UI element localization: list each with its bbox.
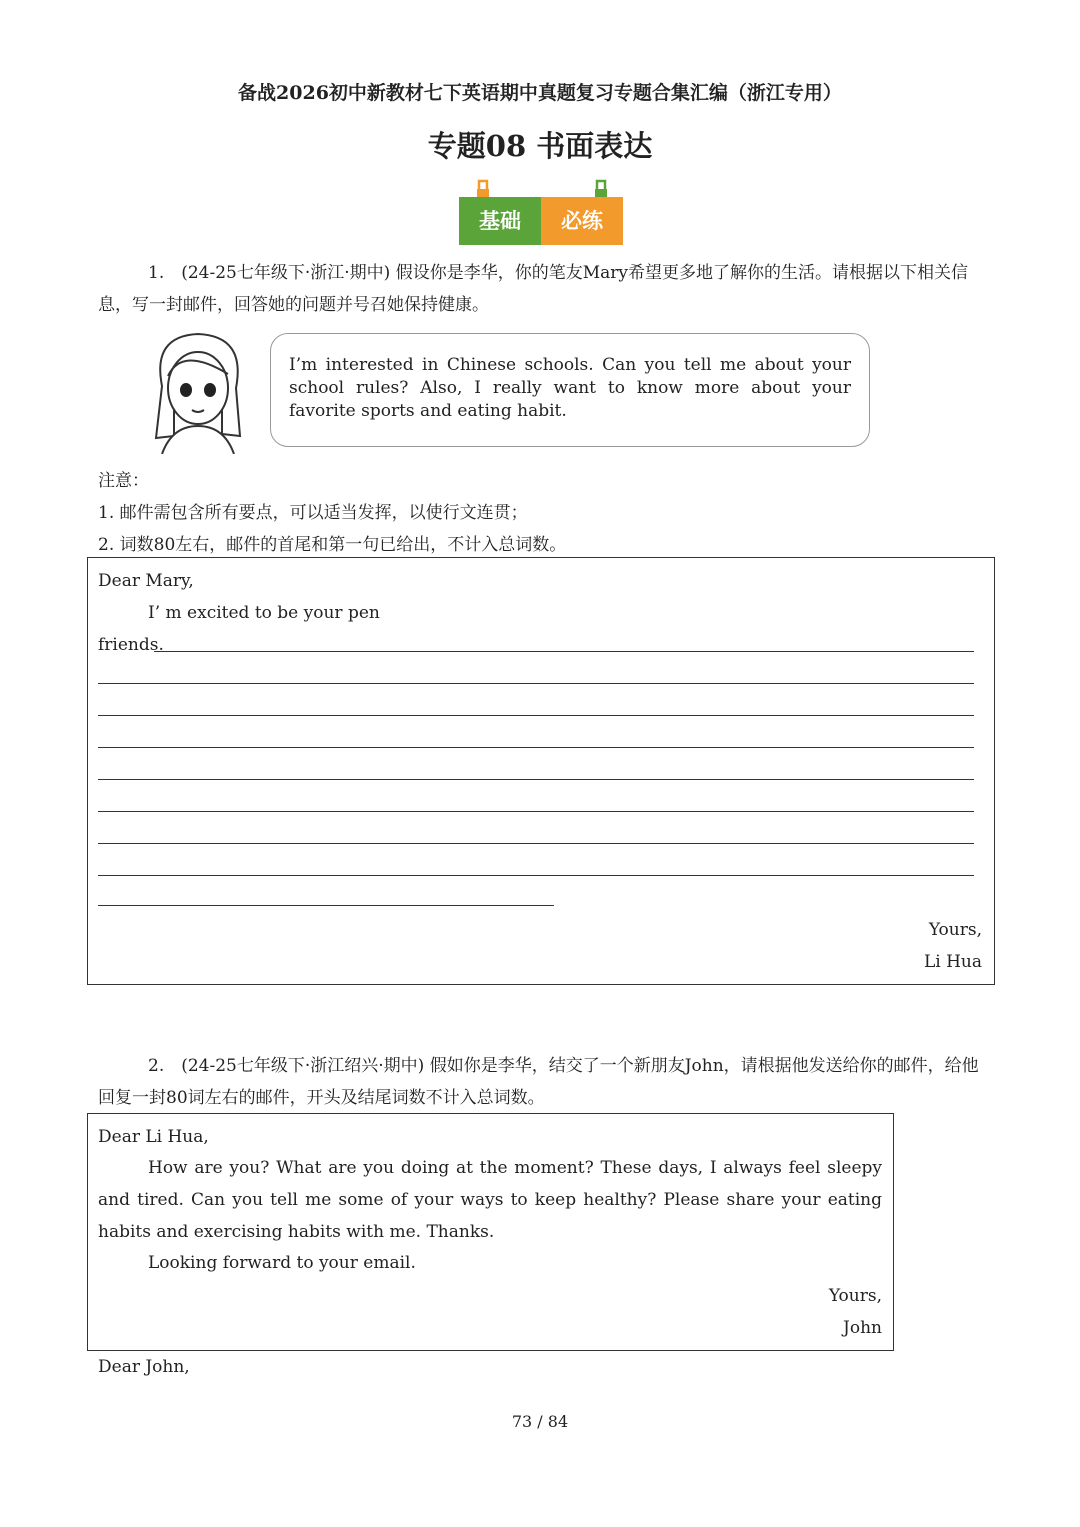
answer-line[interactable] xyxy=(98,843,974,844)
girl-avatar-icon xyxy=(142,326,254,454)
letter-first-line: I’ m excited to be your pen xyxy=(148,603,380,623)
note-item-2: 2. 词数80左右，邮件的首尾和第一句已给出，不计入总词数。 xyxy=(98,535,567,555)
letter-greeting: Dear Mary, xyxy=(98,571,194,591)
note-item-1: 1. 邮件需包含所有要点，可以适当发挥，以使行文连贯； xyxy=(98,503,528,523)
note-title: 注意： xyxy=(98,471,149,491)
answer-line[interactable] xyxy=(154,651,974,652)
answer-line[interactable] xyxy=(98,811,974,812)
reply-greeting: Dear John, xyxy=(98,1357,190,1377)
letter-second-line: friends. xyxy=(98,635,164,655)
email-closing: Yours, xyxy=(828,1286,882,1306)
email-body: How are you? What are you doing at the moment? These days, I always feel sleepy and tired. Can you tell me some of your ways to keep healthy? Please share your eating habits and exercising habits with me. Thanks. xyxy=(98,1158,882,1242)
question-1-prompt: 1. (24-25七年级下·浙江·期中) 假设你是李华，你的笔友Mary希望更多地了解你的生活。请根据以下相关信息，写一封邮件，回答她的问题并号召她保持健康。 xyxy=(98,263,968,315)
section-badge xyxy=(459,179,623,245)
answer-line[interactable] xyxy=(98,715,974,716)
answer-line[interactable] xyxy=(98,875,974,876)
series-title: 备战2026初中新教材七下英语期中真题复习专题合集汇编（浙江专用） xyxy=(238,82,842,104)
letter-signature: Li Hua xyxy=(923,952,982,972)
question-2-prompt: 2. (24-25七年级下·浙江绍兴·期中) 假如你是李华，结交了一个新朋友John，请根据他发送给你的邮件，给他回复一封80词左右的邮件，开头及结尾词数不计入总词数。 xyxy=(98,1056,979,1108)
answer-line[interactable] xyxy=(98,905,554,906)
page-number: 73 / 84 xyxy=(511,1412,569,1431)
email-signature: John xyxy=(843,1318,882,1338)
letter-closing: Yours, xyxy=(928,920,982,940)
answer-line[interactable] xyxy=(98,779,974,780)
answer-line[interactable] xyxy=(98,747,974,748)
email-greeting: Dear Li Hua, xyxy=(98,1127,209,1147)
badge-label-must: 必练 xyxy=(541,197,623,245)
badge-label-basic: 基础 xyxy=(459,197,541,245)
speech-bubble: I’m interested in Chinese schools. Can you tell me about your school rules? Also, I really want to know more about your favorite sports and eating habit. xyxy=(270,333,870,447)
email-closing-line: Looking forward to your email. xyxy=(148,1253,416,1273)
answer-line[interactable] xyxy=(98,683,974,684)
topic-title: 专题08 书面表达 xyxy=(427,129,653,163)
